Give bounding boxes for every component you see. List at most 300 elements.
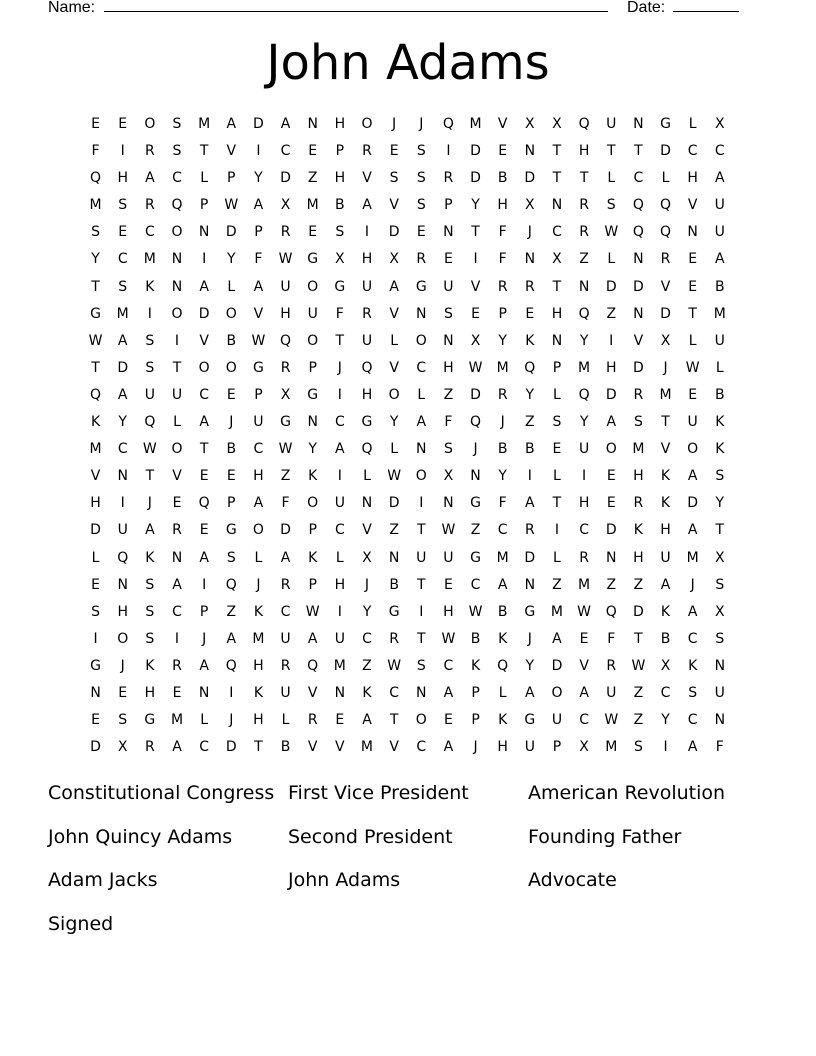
- grid-letter[interactable]: R: [280, 359, 291, 376]
- grid-letter[interactable]: F: [281, 495, 290, 512]
- grid-letter[interactable]: K: [308, 468, 318, 485]
- grid-letter[interactable]: S: [443, 305, 453, 322]
- grid-letter[interactable]: P: [227, 495, 236, 512]
- grid-letter[interactable]: Q: [578, 305, 590, 322]
- grid-letter[interactable]: V: [633, 332, 644, 349]
- grid-letter[interactable]: D: [470, 143, 481, 160]
- grid-letter[interactable]: P: [471, 684, 480, 701]
- grid-letter[interactable]: O: [415, 468, 427, 485]
- grid-letter[interactable]: A: [389, 278, 399, 295]
- grid-letter[interactable]: C: [144, 224, 155, 241]
- grid-letter[interactable]: G: [415, 278, 427, 295]
- grid-letter[interactable]: K: [90, 414, 101, 431]
- grid-letter[interactable]: M: [306, 197, 319, 214]
- grid-letter[interactable]: I: [419, 603, 424, 620]
- grid-letter[interactable]: C: [334, 414, 345, 431]
- grid-letter[interactable]: D: [632, 359, 644, 376]
- grid-letter[interactable]: U: [361, 278, 373, 295]
- grid-letter[interactable]: B: [497, 170, 508, 187]
- grid-letter[interactable]: E: [579, 630, 589, 647]
- grid-letter[interactable]: Q: [90, 386, 102, 403]
- grid-letter[interactable]: O: [388, 386, 400, 403]
- grid-letter[interactable]: T: [634, 143, 643, 160]
- grid-letter[interactable]: A: [687, 468, 698, 485]
- grid-letter[interactable]: H: [253, 712, 264, 729]
- grid-letter[interactable]: I: [337, 603, 342, 620]
- grid-letter[interactable]: U: [361, 332, 373, 349]
- grid-letter[interactable]: Z: [633, 712, 644, 729]
- grid-letter[interactable]: W: [468, 359, 483, 376]
- grid-letter[interactable]: S: [416, 197, 426, 214]
- grid-letter[interactable]: D: [90, 522, 101, 539]
- grid-letter[interactable]: Y: [254, 170, 263, 187]
- grid-letter[interactable]: B: [715, 278, 725, 295]
- grid-letter[interactable]: Q: [198, 495, 210, 512]
- grid-letter[interactable]: Z: [362, 657, 372, 674]
- grid-letter[interactable]: C: [416, 739, 427, 756]
- grid-letter[interactable]: D: [551, 657, 563, 674]
- grid-letter[interactable]: T: [199, 143, 209, 160]
- grid-letter[interactable]: A: [525, 495, 535, 512]
- grid-letter[interactable]: W: [142, 441, 157, 458]
- grid-letter[interactable]: N: [307, 414, 318, 431]
- grid-letter[interactable]: K: [145, 657, 155, 674]
- grid-letter[interactable]: Q: [361, 441, 373, 458]
- grid-letter[interactable]: Q: [442, 116, 454, 132]
- grid-letter[interactable]: U: [606, 116, 617, 132]
- grid-letter[interactable]: C: [334, 522, 345, 539]
- grid-letter[interactable]: V: [307, 684, 318, 701]
- grid-letter[interactable]: M: [496, 359, 509, 376]
- grid-letter[interactable]: B: [280, 739, 291, 756]
- grid-letter[interactable]: T: [335, 332, 345, 349]
- grid-letter[interactable]: M: [360, 739, 374, 756]
- grid-letter[interactable]: K: [253, 603, 263, 620]
- grid-letter[interactable]: H: [443, 359, 454, 376]
- grid-letter[interactable]: D: [388, 224, 400, 241]
- grid-letter[interactable]: Z: [606, 305, 617, 322]
- grid-letter[interactable]: F: [715, 739, 724, 756]
- grid-letter[interactable]: N: [443, 495, 454, 512]
- grid-letter[interactable]: I: [202, 251, 207, 268]
- grid-letter[interactable]: W: [604, 712, 619, 729]
- grid-letter[interactable]: J: [663, 359, 668, 376]
- grid-letter[interactable]: S: [688, 684, 698, 701]
- grid-letter[interactable]: O: [687, 441, 699, 458]
- grid-letter[interactable]: F: [498, 224, 507, 241]
- grid-letter[interactable]: N: [388, 549, 400, 566]
- grid-letter[interactable]: V: [660, 278, 671, 295]
- grid-letter[interactable]: H: [605, 359, 617, 376]
- grid-letter[interactable]: R: [633, 495, 644, 512]
- grid-letter[interactable]: L: [390, 441, 399, 458]
- grid-letter[interactable]: S: [552, 414, 562, 431]
- grid-letter[interactable]: R: [362, 305, 372, 322]
- grid-letter[interactable]: A: [497, 576, 508, 593]
- grid-letter[interactable]: T: [715, 522, 725, 539]
- grid-letter[interactable]: E: [226, 386, 236, 403]
- grid-letter[interactable]: U: [144, 386, 155, 403]
- grid-letter[interactable]: P: [444, 197, 453, 214]
- grid-letter[interactable]: K: [362, 684, 372, 701]
- grid-letter[interactable]: M: [550, 603, 563, 620]
- grid-letter[interactable]: S: [145, 603, 155, 620]
- grid-letter[interactable]: Q: [280, 332, 292, 349]
- grid-letter[interactable]: R: [172, 522, 182, 539]
- grid-letter[interactable]: J: [419, 116, 424, 132]
- grid-letter[interactable]: Z: [389, 522, 399, 539]
- grid-letter[interactable]: V: [687, 197, 698, 214]
- grid-letter[interactable]: K: [715, 414, 725, 431]
- grid-letter[interactable]: U: [171, 386, 183, 403]
- grid-letter[interactable]: T: [145, 468, 155, 485]
- grid-letter[interactable]: S: [145, 359, 155, 376]
- grid-letter[interactable]: B: [470, 630, 481, 647]
- grid-letter[interactable]: N: [334, 684, 346, 701]
- grid-letter[interactable]: N: [416, 305, 427, 322]
- grid-letter[interactable]: W: [577, 603, 592, 620]
- grid-letter[interactable]: U: [660, 549, 671, 566]
- grid-letter[interactable]: B: [226, 332, 237, 349]
- grid-letter[interactable]: I: [229, 684, 234, 701]
- grid-letter[interactable]: O: [225, 305, 237, 322]
- grid-letter[interactable]: J: [229, 712, 234, 729]
- grid-letter[interactable]: M: [496, 549, 509, 566]
- grid-letter[interactable]: M: [578, 359, 591, 376]
- grid-letter[interactable]: Q: [144, 414, 156, 431]
- grid-letter[interactable]: J: [337, 359, 342, 376]
- grid-letter[interactable]: Y: [226, 251, 236, 268]
- grid-letter[interactable]: R: [144, 197, 155, 214]
- grid-letter[interactable]: P: [227, 170, 236, 187]
- grid-letter[interactable]: M: [686, 549, 699, 566]
- grid-letter[interactable]: V: [226, 143, 237, 160]
- grid-letter[interactable]: I: [337, 468, 342, 485]
- grid-letter[interactable]: T: [471, 224, 480, 241]
- grid-letter[interactable]: H: [361, 386, 373, 403]
- grid-letter[interactable]: M: [170, 712, 184, 729]
- grid-letter[interactable]: R: [362, 143, 372, 160]
- grid-letter[interactable]: T: [552, 143, 562, 160]
- grid-letter[interactable]: W: [468, 603, 483, 620]
- grid-letter[interactable]: C: [687, 143, 698, 160]
- grid-letter[interactable]: W: [604, 224, 619, 241]
- grid-letter[interactable]: Z: [552, 576, 562, 593]
- grid-letter[interactable]: L: [715, 359, 724, 376]
- grid-letter[interactable]: C: [470, 576, 481, 593]
- grid-letter[interactable]: B: [660, 630, 671, 647]
- grid-letter[interactable]: Z: [525, 414, 535, 431]
- grid-letter[interactable]: N: [606, 549, 617, 566]
- grid-letter[interactable]: C: [389, 684, 399, 701]
- grid-letter[interactable]: C: [199, 386, 210, 403]
- grid-letter[interactable]: L: [417, 386, 426, 403]
- grid-letter[interactable]: R: [280, 224, 291, 241]
- grid-letter[interactable]: X: [660, 332, 671, 349]
- grid-letter[interactable]: L: [553, 549, 561, 566]
- grid-letter[interactable]: C: [117, 251, 128, 268]
- grid-letter[interactable]: Z: [633, 684, 644, 701]
- grid-letter[interactable]: U: [524, 739, 535, 756]
- grid-letter[interactable]: V: [90, 468, 101, 485]
- grid-letter[interactable]: P: [308, 359, 317, 376]
- grid-letter[interactable]: U: [416, 549, 427, 566]
- grid-letter[interactable]: X: [362, 549, 372, 566]
- grid-letter[interactable]: W: [441, 522, 456, 539]
- grid-letter[interactable]: G: [361, 414, 373, 431]
- grid-letter[interactable]: R: [389, 630, 399, 647]
- grid-letter[interactable]: A: [199, 414, 209, 431]
- grid-letter[interactable]: Y: [498, 332, 507, 349]
- grid-letter[interactable]: S: [91, 603, 101, 620]
- grid-letter[interactable]: C: [117, 441, 128, 458]
- grid-letter[interactable]: R: [280, 657, 291, 674]
- grid-letter[interactable]: Z: [579, 251, 589, 268]
- grid-letter[interactable]: C: [579, 522, 589, 539]
- grid-letter[interactable]: M: [713, 305, 726, 322]
- grid-letter[interactable]: L: [227, 278, 236, 295]
- grid-letter[interactable]: U: [551, 712, 563, 729]
- grid-letter[interactable]: D: [605, 522, 617, 539]
- grid-letter[interactable]: P: [199, 603, 209, 620]
- grid-letter[interactable]: H: [90, 495, 101, 512]
- grid-letter[interactable]: N: [687, 224, 698, 241]
- grid-letter[interactable]: T: [634, 630, 643, 647]
- grid-letter[interactable]: K: [498, 630, 508, 647]
- grid-letter[interactable]: S: [416, 657, 426, 674]
- grid-letter[interactable]: U: [687, 414, 698, 431]
- grid-letter[interactable]: A: [552, 630, 562, 647]
- grid-letter[interactable]: F: [498, 251, 507, 268]
- grid-letter[interactable]: E: [443, 712, 453, 729]
- grid-letter[interactable]: M: [659, 386, 672, 403]
- grid-letter[interactable]: M: [578, 576, 591, 593]
- grid-letter[interactable]: D: [90, 739, 101, 756]
- grid-letter[interactable]: Y: [715, 495, 725, 512]
- grid-letter[interactable]: N: [524, 576, 536, 593]
- grid-letter[interactable]: Q: [470, 414, 482, 431]
- grid-letter[interactable]: R: [416, 251, 427, 268]
- grid-letter[interactable]: P: [335, 143, 345, 160]
- grid-letter[interactable]: H: [334, 576, 346, 593]
- grid-letter[interactable]: E: [91, 576, 100, 593]
- grid-letter[interactable]: M: [143, 251, 156, 268]
- grid-letter[interactable]: S: [145, 576, 155, 593]
- grid-letter[interactable]: Q: [660, 224, 672, 241]
- grid-letter[interactable]: S: [416, 143, 426, 160]
- grid-letter[interactable]: A: [307, 630, 318, 647]
- grid-letter[interactable]: J: [364, 576, 370, 593]
- grid-letter[interactable]: P: [254, 386, 263, 403]
- grid-letter[interactable]: A: [280, 116, 291, 132]
- grid-letter[interactable]: Q: [660, 197, 672, 214]
- grid-letter[interactable]: J: [256, 576, 261, 593]
- grid-letter[interactable]: J: [120, 657, 125, 674]
- grid-letter[interactable]: S: [443, 441, 453, 458]
- grid-letter[interactable]: K: [660, 603, 671, 620]
- grid-letter[interactable]: V: [470, 278, 481, 295]
- grid-letter[interactable]: E: [335, 712, 345, 729]
- grid-letter[interactable]: E: [118, 684, 128, 701]
- grid-letter[interactable]: X: [443, 468, 454, 485]
- grid-letter[interactable]: W: [88, 332, 103, 349]
- grid-letter[interactable]: N: [524, 143, 536, 160]
- grid-letter[interactable]: S: [172, 143, 182, 160]
- grid-letter[interactable]: O: [551, 684, 563, 701]
- grid-letter[interactable]: Q: [497, 657, 509, 674]
- grid-letter[interactable]: H: [578, 495, 590, 512]
- grid-letter[interactable]: Y: [498, 468, 507, 485]
- grid-letter[interactable]: A: [335, 441, 345, 458]
- grid-letter[interactable]: V: [307, 739, 318, 756]
- grid-letter[interactable]: M: [632, 441, 645, 458]
- grid-letter[interactable]: H: [280, 305, 291, 322]
- grid-letter[interactable]: S: [335, 224, 345, 241]
- grid-letter[interactable]: U: [443, 278, 454, 295]
- grid-letter[interactable]: T: [416, 630, 426, 647]
- grid-letter[interactable]: V: [389, 197, 399, 214]
- grid-letter[interactable]: I: [147, 305, 152, 322]
- grid-letter[interactable]: U: [280, 278, 291, 295]
- grid-letter[interactable]: K: [633, 522, 643, 539]
- grid-letter[interactable]: A: [362, 712, 372, 729]
- grid-letter[interactable]: N: [443, 332, 454, 349]
- grid-letter[interactable]: A: [253, 197, 264, 214]
- grid-letter[interactable]: V: [660, 441, 671, 458]
- grid-letter[interactable]: W: [224, 197, 239, 214]
- grid-letter[interactable]: R: [579, 197, 589, 214]
- grid-letter[interactable]: K: [253, 684, 263, 701]
- grid-letter[interactable]: E: [308, 143, 318, 160]
- grid-letter[interactable]: B: [525, 441, 535, 458]
- grid-letter[interactable]: N: [551, 332, 563, 349]
- grid-letter[interactable]: L: [173, 414, 181, 431]
- grid-letter[interactable]: Z: [470, 522, 481, 539]
- grid-letter[interactable]: O: [144, 116, 156, 132]
- grid-letter[interactable]: I: [446, 143, 451, 160]
- grid-letter[interactable]: Z: [606, 576, 617, 593]
- grid-letter[interactable]: C: [660, 684, 671, 701]
- grid-letter[interactable]: G: [388, 603, 400, 620]
- grid-letter[interactable]: A: [199, 657, 209, 674]
- grid-letter[interactable]: D: [225, 739, 237, 756]
- grid-letter[interactable]: O: [415, 712, 427, 729]
- grid-letter[interactable]: C: [443, 657, 454, 674]
- grid-letter[interactable]: D: [280, 522, 291, 539]
- grid-letter[interactable]: H: [633, 549, 644, 566]
- grid-letter[interactable]: A: [117, 332, 128, 349]
- grid-letter[interactable]: S: [226, 549, 236, 566]
- grid-letter[interactable]: E: [389, 143, 399, 160]
- grid-letter[interactable]: R: [524, 522, 535, 539]
- grid-letter[interactable]: N: [633, 116, 644, 132]
- grid-letter[interactable]: B: [226, 441, 237, 458]
- grid-letter[interactable]: C: [579, 712, 589, 729]
- grid-letter[interactable]: A: [687, 739, 698, 756]
- grid-letter[interactable]: U: [334, 495, 345, 512]
- grid-letter[interactable]: G: [307, 251, 319, 268]
- grid-letter[interactable]: W: [305, 603, 320, 620]
- grid-letter[interactable]: F: [91, 143, 100, 160]
- grid-letter[interactable]: J: [527, 224, 532, 241]
- grid-letter[interactable]: D: [660, 305, 671, 322]
- grid-letter[interactable]: X: [579, 739, 589, 756]
- grid-letter[interactable]: I: [419, 495, 424, 512]
- grid-letter[interactable]: H: [117, 603, 128, 620]
- grid-letter[interactable]: E: [688, 386, 698, 403]
- grid-letter[interactable]: V: [362, 522, 372, 539]
- grid-letter[interactable]: U: [280, 684, 291, 701]
- grid-letter[interactable]: D: [117, 359, 129, 376]
- grid-letter[interactable]: K: [660, 468, 671, 485]
- grid-letter[interactable]: G: [470, 549, 481, 566]
- grid-letter[interactable]: Y: [308, 441, 317, 458]
- grid-letter[interactable]: D: [524, 549, 536, 566]
- grid-letter[interactable]: I: [473, 251, 478, 268]
- grid-letter[interactable]: F: [444, 414, 453, 431]
- grid-letter[interactable]: X: [660, 657, 671, 674]
- grid-letter[interactable]: D: [225, 224, 237, 241]
- grid-letter[interactable]: U: [117, 522, 128, 539]
- grid-letter[interactable]: N: [117, 468, 128, 485]
- name-blank-line[interactable]: [104, 11, 608, 12]
- grid-letter[interactable]: A: [715, 170, 725, 187]
- grid-letter[interactable]: X: [335, 251, 345, 268]
- grid-letter[interactable]: Q: [632, 197, 644, 214]
- grid-letter[interactable]: O: [225, 359, 237, 376]
- grid-letter[interactable]: M: [605, 739, 618, 756]
- grid-letter[interactable]: E: [172, 684, 182, 701]
- grid-letter[interactable]: E: [606, 495, 616, 512]
- grid-letter[interactable]: F: [254, 251, 263, 268]
- grid-letter[interactable]: M: [333, 657, 346, 674]
- grid-letter[interactable]: M: [198, 116, 211, 132]
- grid-letter[interactable]: E: [118, 116, 128, 132]
- grid-letter[interactable]: R: [307, 712, 318, 729]
- grid-letter[interactable]: A: [660, 576, 671, 593]
- grid-letter[interactable]: J: [473, 739, 478, 756]
- grid-letter[interactable]: J: [473, 441, 478, 458]
- grid-letter[interactable]: A: [199, 549, 209, 566]
- grid-letter[interactable]: Y: [661, 712, 670, 729]
- grid-letter[interactable]: I: [256, 143, 261, 160]
- grid-letter[interactable]: P: [471, 712, 480, 729]
- grid-letter[interactable]: P: [308, 576, 317, 593]
- grid-letter[interactable]: R: [579, 224, 589, 241]
- grid-letter[interactable]: M: [252, 630, 265, 647]
- grid-letter[interactable]: C: [416, 359, 427, 376]
- grid-letter[interactable]: L: [91, 549, 100, 566]
- grid-letter[interactable]: D: [470, 170, 481, 187]
- grid-letter[interactable]: J: [229, 414, 234, 431]
- grid-letter[interactable]: I: [120, 143, 125, 160]
- grid-letter[interactable]: N: [198, 684, 210, 701]
- grid-letter[interactable]: H: [633, 468, 644, 485]
- grid-letter[interactable]: V: [253, 305, 264, 322]
- grid-letter[interactable]: Z: [443, 386, 454, 403]
- grid-letter[interactable]: Q: [361, 359, 373, 376]
- grid-letter[interactable]: S: [715, 468, 725, 485]
- grid-letter[interactable]: O: [415, 332, 427, 349]
- grid-letter[interactable]: C: [280, 603, 291, 620]
- grid-letter[interactable]: E: [226, 468, 236, 485]
- grid-letter[interactable]: V: [497, 116, 508, 132]
- grid-letter[interactable]: N: [361, 495, 373, 512]
- grid-letter[interactable]: H: [253, 468, 264, 485]
- grid-letter[interactable]: A: [525, 684, 535, 701]
- grid-letter[interactable]: E: [416, 224, 426, 241]
- grid-letter[interactable]: N: [633, 305, 644, 322]
